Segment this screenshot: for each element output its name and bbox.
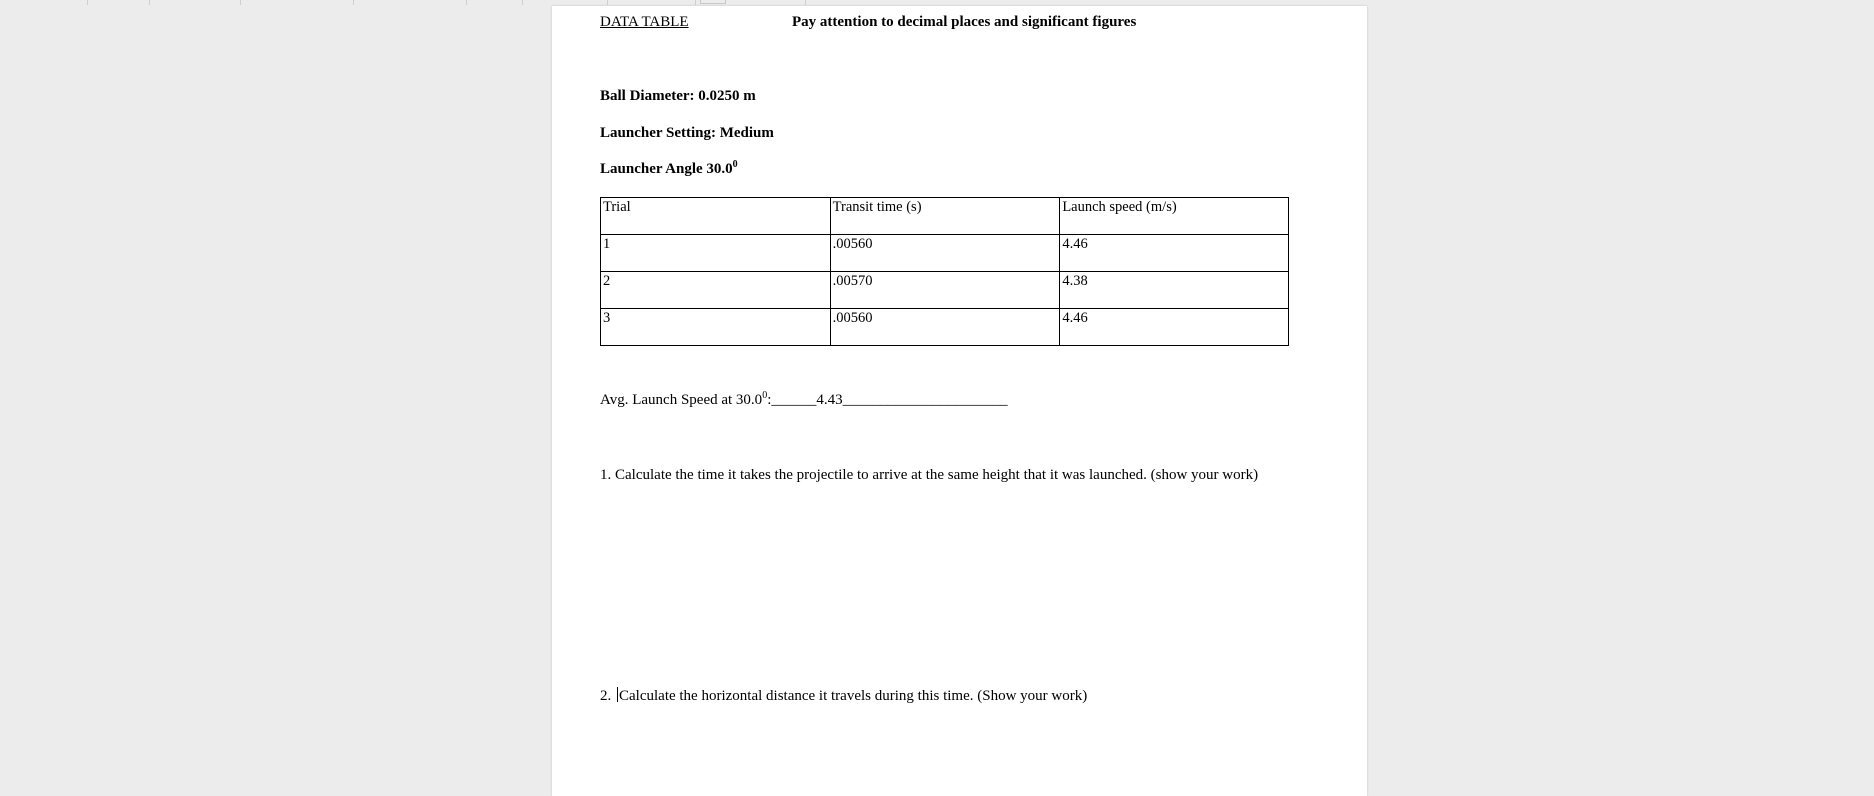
ball-diameter: Ball Diameter: 0.0250 m <box>600 88 756 104</box>
table-cell[interactable]: 4.38 <box>1060 272 1289 309</box>
ruler-tick <box>607 0 608 5</box>
data-table-label: DATA TABLE <box>600 14 689 30</box>
table-row <box>601 309 1289 346</box>
table-cell[interactable]: 4.46 <box>1060 235 1289 272</box>
ruler-tick <box>466 0 467 5</box>
launcher-setting: Launcher Setting: Medium <box>600 125 774 141</box>
table-row <box>601 272 1289 309</box>
table-cell[interactable]: 4.46 <box>1060 309 1289 346</box>
table-header-cell[interactable]: Transit time (s) <box>830 198 1060 235</box>
degree-superscript: 0 <box>762 390 768 401</box>
avg-speed-value: :______4.43______________________ <box>767 392 1008 408</box>
table-cell[interactable]: .00570 <box>830 272 1060 309</box>
ruler-tick <box>87 0 88 5</box>
data-table <box>600 197 1289 346</box>
document-page[interactable] <box>552 6 1367 796</box>
text-cursor <box>617 687 618 702</box>
table-cell[interactable]: .00560 <box>830 235 1060 272</box>
ruler-marker[interactable] <box>700 0 726 4</box>
instruction-heading: Pay attention to decimal places and significant figures <box>792 14 1137 30</box>
table-header-cell[interactable]: Trial <box>601 198 831 235</box>
degree-superscript: 0 <box>732 159 738 170</box>
table-cell[interactable]: 1 <box>601 235 831 272</box>
table-cell[interactable]: .00560 <box>830 309 1060 346</box>
table-row <box>601 235 1289 272</box>
launcher-angle <box>600 161 738 178</box>
table-header-cell[interactable]: Launch speed (m/s) <box>1060 198 1289 235</box>
ruler-tick <box>695 0 696 5</box>
table-cell[interactable]: 3 <box>601 309 831 346</box>
question-2-number: 2. <box>600 688 615 704</box>
ruler-tick <box>149 0 150 5</box>
table-cell[interactable]: 2 <box>601 272 831 309</box>
question-1: 1. Calculate the time it takes the projectile to arrive at the same height that it was launched. (show your work) <box>600 467 1259 483</box>
table-header-row <box>601 198 1289 235</box>
question-2 <box>600 687 1087 705</box>
ruler-tick <box>522 0 523 5</box>
ruler-tick <box>353 0 354 5</box>
avg-speed-prefix: Avg. Launch Speed at 30.0 <box>600 392 763 408</box>
avg-launch-speed <box>600 392 1008 409</box>
ruler-tick <box>805 0 806 5</box>
launcher-angle-text: Launcher Angle 30.0 <box>600 161 733 177</box>
question-2-text: Calculate the horizontal distance it travels during this time. (Show your work) <box>619 688 1088 704</box>
ruler-tick <box>240 0 241 5</box>
